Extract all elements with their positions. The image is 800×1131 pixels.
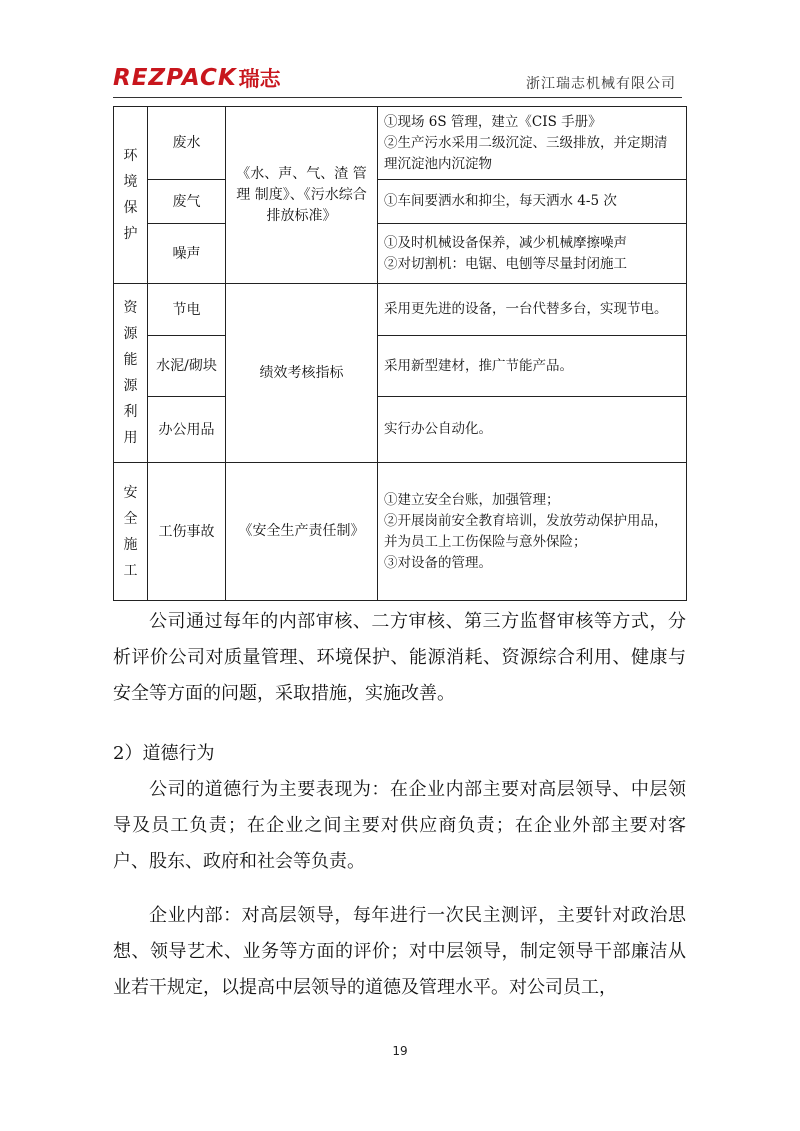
table-row bbox=[114, 284, 687, 336]
measures-noise bbox=[378, 224, 687, 284]
page-number: 19 bbox=[392, 1044, 408, 1058]
measure-line: 实行办公自动化。 bbox=[384, 421, 492, 437]
table-row bbox=[114, 107, 687, 180]
table-row bbox=[114, 463, 687, 601]
standard-safety: 《安全生产责任制》 bbox=[226, 463, 378, 601]
measures-wastewater bbox=[378, 107, 687, 180]
item-noise: 噪声 bbox=[148, 224, 226, 284]
table-row bbox=[114, 336, 687, 397]
category-char: 境 bbox=[123, 174, 138, 190]
measure-line: 采用新型建材，推广节能产品。 bbox=[384, 357, 573, 374]
category-char: 保 bbox=[123, 200, 138, 216]
table-row bbox=[114, 180, 687, 224]
category-safety bbox=[114, 463, 148, 601]
category-char: 资 bbox=[123, 300, 138, 316]
category-char: 工 bbox=[123, 562, 138, 579]
item-office-supplies: 办公用品 bbox=[148, 397, 226, 463]
measure-line: ①现场 6S 管理，建立《CIS 手册》 bbox=[384, 113, 602, 130]
category-resources bbox=[114, 284, 148, 463]
measures-exhaust bbox=[378, 180, 687, 224]
category-char: 护 bbox=[123, 226, 138, 242]
measure-line: ①车间要洒水和抑尘，每天洒水 4-5 次 bbox=[384, 193, 617, 209]
item-power-saving: 节电 bbox=[148, 284, 226, 336]
category-environment bbox=[114, 107, 148, 284]
company-logo bbox=[113, 65, 281, 91]
measures-power-saving bbox=[378, 284, 687, 336]
category-char: 施 bbox=[123, 536, 138, 553]
table-row bbox=[114, 224, 687, 284]
header-rule bbox=[113, 97, 682, 98]
standard-environment: 《水、声、气、渣 管理 制度》、《污水综合排放标准》 bbox=[226, 107, 378, 284]
measures-work-injury bbox=[378, 463, 687, 601]
category-char: 安 bbox=[123, 484, 138, 501]
company-name: 浙江瑞志机械有限公司 bbox=[526, 76, 676, 92]
measure-line: ①建立安全台账，加强管理； bbox=[384, 491, 560, 508]
logo-chinese-text: 瑞志 bbox=[238, 67, 281, 91]
item-wastewater: 废水 bbox=[148, 107, 226, 180]
category-char: 源 bbox=[123, 326, 138, 342]
paragraph-internal: 企业内部：对高层领导，每年进行一次民主测评，主要针对政治思想、领导艺术、业务等方面的评价；对中层领导，制定领导干部廉洁从业若干规定，以提高中层领导的道德及管理水平。对公司员工， bbox=[113, 905, 686, 998]
page-header bbox=[113, 60, 682, 98]
measures-office-supplies bbox=[378, 397, 687, 463]
category-char: 用 bbox=[123, 430, 138, 446]
measures-cement-block bbox=[378, 336, 687, 397]
measure-line: ②对切割机：电锯、电刨等尽量封闭施工 bbox=[384, 255, 627, 272]
item-cement-block: 水泥/砌块 bbox=[148, 336, 226, 397]
measure-line: ①及时机械设备保养，减少机械摩擦噪声 bbox=[384, 234, 627, 251]
management-table bbox=[113, 106, 687, 601]
category-char: 能 bbox=[123, 352, 138, 368]
standard-resources: 绩效考核指标 bbox=[226, 284, 378, 463]
paragraph-ethics: 公司的道德行为主要表现为：在企业内部主要对高层领导、中层领导及员工负责；在企业之间主要对供应商负责；在企业外部主要对客户、股东、政府和社会等负责。 bbox=[113, 779, 686, 872]
category-char: 环 bbox=[123, 148, 138, 164]
category-char: 全 bbox=[123, 510, 138, 527]
table-row bbox=[114, 397, 687, 463]
logo-latin-text: REZPACK bbox=[113, 65, 237, 91]
section-heading-ethics: 2）道德行为 bbox=[113, 743, 215, 764]
paragraph-audit: 公司通过每年的内部审核、二方审核、第三方监督审核等方式，分析评价公司对质量管理、环境保护、能源消耗、资源综合利用、健康与安全等方面的问题，采取措施，实施改善。 bbox=[113, 611, 686, 704]
category-char: 源 bbox=[123, 378, 138, 394]
category-char: 利 bbox=[123, 404, 138, 420]
item-work-injury: 工伤事故 bbox=[148, 463, 226, 601]
measure-line: ③对设备的管理。 bbox=[384, 554, 492, 571]
measure-line: ②生产污水采用二级沉淀、三级排放，并定期清理沉淀池内沉淀物 bbox=[384, 134, 668, 172]
item-exhaust: 废气 bbox=[148, 180, 226, 224]
measure-line: ②开展岗前安全教育培训，发放劳动保护用品，并为员工上工伤保险与意外保险； bbox=[384, 512, 668, 550]
measure-line: 采用更先进的设备，一台代替多台，实现节电。 bbox=[384, 301, 668, 317]
